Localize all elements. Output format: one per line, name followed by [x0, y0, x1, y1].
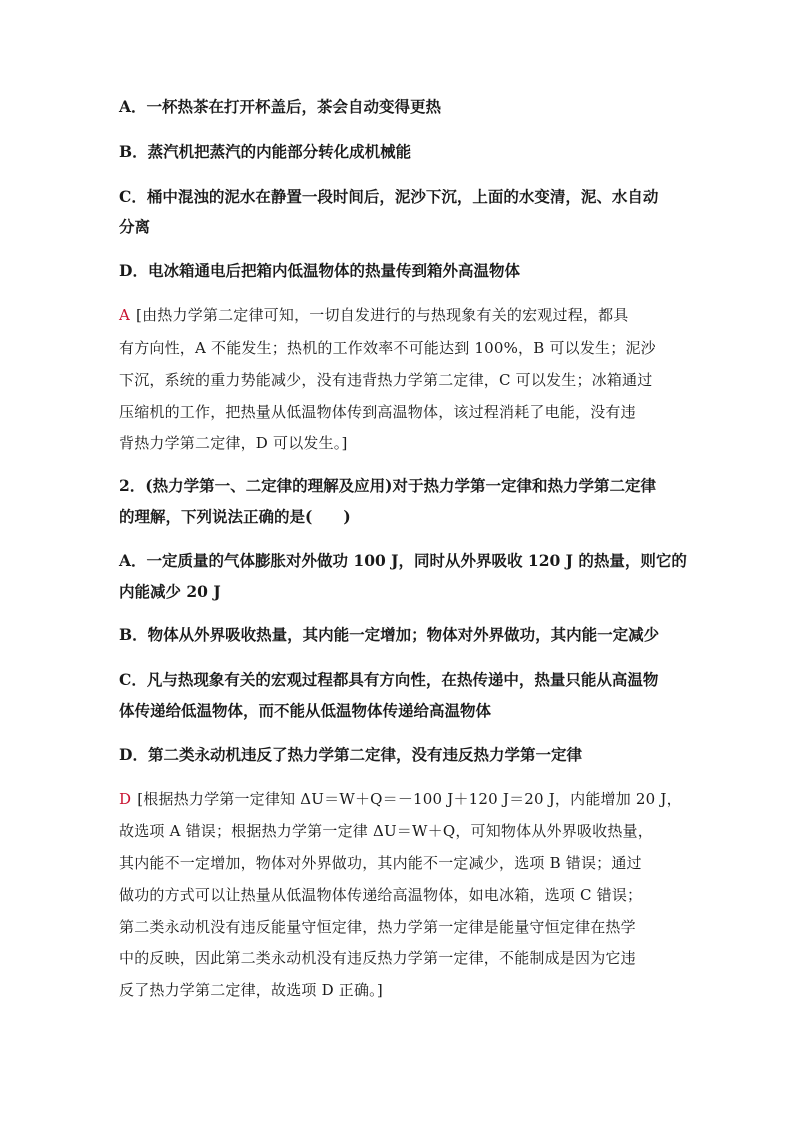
- q2-option-a-cont: 内能减少 20 J: [119, 582, 221, 601]
- q2-option-c-cont: 体传递给低温物体，而不能从低温物体传递给高温物体: [119, 701, 492, 720]
- q2-option-a: A．一定质量的气体膨胀对外做功 100 J，同时从外界吸收 120 J 的热量，则它的: [119, 551, 687, 570]
- q1-explanation-line-2: 有方向性，A 不能发生；热机的工作效率不可能达到 100%，B 可以发生；泥沙: [119, 339, 656, 357]
- q2-explanation-line-2: 故选项 A 错误；根据热力学第一定律 ΔU＝W＋Q，可知物体从外界吸收热量，: [119, 822, 653, 840]
- q2-explanation-line-5: 第二类永动机没有违反能量守恒定律，热力学第一定律是能量守恒定律在热学: [119, 918, 636, 936]
- q2-question-line-2: 的理解，下列说法正确的是( ): [119, 507, 351, 526]
- q2-explanation-line-4: 做功的方式可以让热量从低温物体传递给高温物体，如电冰箱，选项 C 错误；: [119, 886, 643, 904]
- q2-answer: D: [119, 790, 132, 808]
- q2-option-b: B．物体从外界吸收热量，其内能一定增加；物体对外界做功，其内能一定减少: [119, 625, 660, 644]
- q1-option-d: D．电冰箱通电后把箱内低温物体的热量传到箱外高温物体: [119, 261, 520, 280]
- q2-option-c: C．凡与热现象有关的宏观过程都具有方向性，在热传递中，热量只能从高温物: [119, 670, 659, 689]
- q2-explanation-line-3: 其内能不一定增加，物体对外界做功，其内能不一定减少，选项 B 错误；通过: [119, 854, 642, 872]
- q1-option-a: A．一杯热茶在打开杯盖后，茶会自动变得更热: [119, 97, 442, 116]
- q1-option-c: C．桶中混浊的泥水在静置一段时间后，泥沙下沉，上面的水变清，泥、水自动: [119, 187, 659, 206]
- q1-explanation-line-5: 背热力学第二定律，D 可以发生。]: [119, 434, 348, 452]
- q2-option-d: D．第二类永动机违反了热力学第二定律，没有违反热力学第一定律: [119, 745, 582, 764]
- q1-explanation-line-4: 压缩机的工作，把热量从低温物体传到高温物体，该过程消耗了电能，没有违: [119, 403, 636, 421]
- q1-option-b: B．蒸汽机把蒸汽的内能部分转化成机械能: [119, 142, 412, 161]
- q1-option-c-cont: 分离: [119, 217, 151, 236]
- q2-explanation-line-7: 反了热力学第二定律，故选项 D 正确。]: [119, 981, 383, 999]
- q2-question-line-1: 2．(热力学第一、二定律的理解及应用)对于热力学第一定律和热力学第二定律: [119, 476, 656, 495]
- q2-explanation-line-1: D [根据热力学第一定律知 ΔU＝W＋Q＝－100 J＋120 J＝20 J，内能增加 20 J，: [119, 790, 682, 808]
- q2-explanation-line-6: 中的反映，因此第二类永动机没有违反热力学第一定律，不能制成是因为它违: [119, 949, 636, 967]
- q1-explanation-line-1: A [由热力学第二定律可知，一切自发进行的与热现象有关的宏观过程，都具: [119, 306, 629, 324]
- q1-explanation-line-3: 下沉，系统的重力势能减少，没有违背热力学第二定律，C 可以发生；冰箱通过: [119, 371, 653, 389]
- q1-answer: A: [119, 306, 131, 324]
